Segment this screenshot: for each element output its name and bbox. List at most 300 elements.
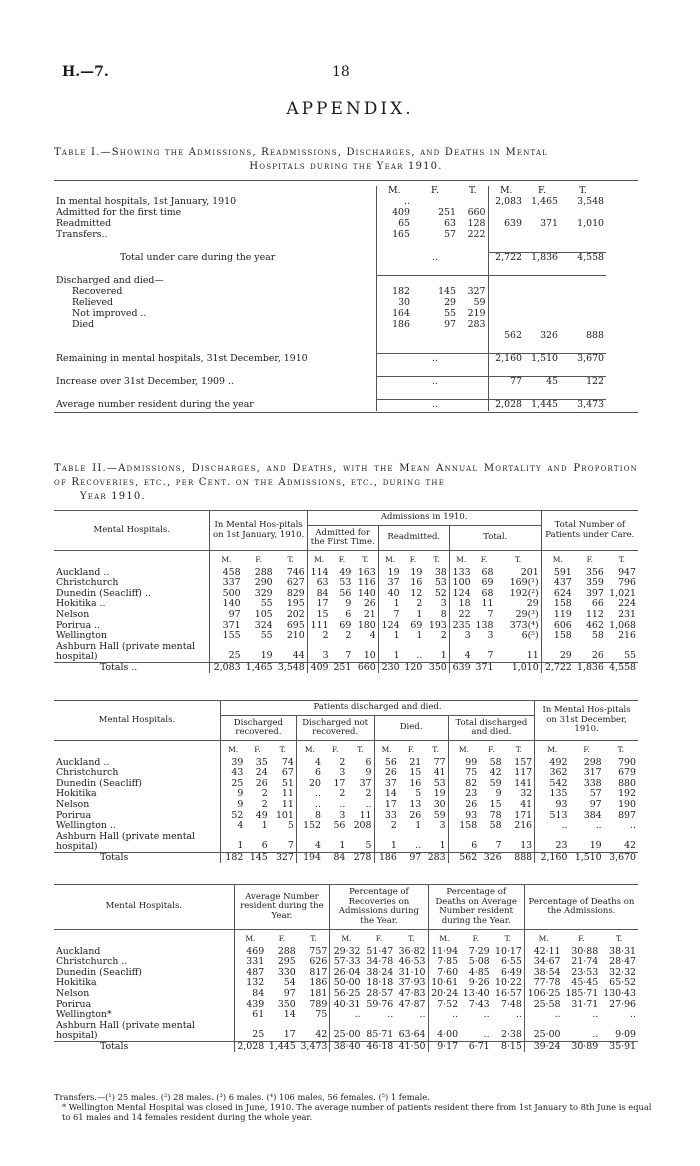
cell: 1 xyxy=(237,840,244,852)
row-label: Wellington xyxy=(54,631,210,642)
row-label: Christchurch .. xyxy=(54,957,234,968)
cell: 141 xyxy=(504,779,535,790)
cell: 192(²) xyxy=(495,589,541,600)
row-label: Hokitika xyxy=(54,978,234,989)
cell: 84 xyxy=(252,987,265,999)
t2b-head-recovered: Discharged recovered. xyxy=(220,716,296,741)
t2a-mft-row xyxy=(54,551,638,568)
t2b-head-discharged-died: Patients discharged and died. xyxy=(220,701,534,716)
cell: 58 xyxy=(591,630,604,642)
t2b-body xyxy=(54,758,638,864)
cell: 23·53 xyxy=(571,966,599,978)
row-label: Hokitika .. xyxy=(54,599,210,610)
cell: 1,510 xyxy=(531,353,558,365)
cell: 47·87 xyxy=(395,1000,428,1011)
cell: 5 xyxy=(270,821,297,832)
t2c-head-pct-recoveries: Percentage of Recoveries on Admissions during the Year. xyxy=(330,885,428,930)
cell: 99 xyxy=(465,756,478,768)
cell: 9 xyxy=(347,768,374,779)
cell: 1 xyxy=(393,630,400,642)
cell: 138 xyxy=(475,619,494,631)
cell: .. xyxy=(315,788,321,800)
t2a-head-first-time: Admitted for the First Time. xyxy=(307,526,378,551)
row-label: Totals xyxy=(54,852,220,863)
cell: 186 xyxy=(298,978,330,989)
cell: 40 xyxy=(387,587,400,599)
table-2b xyxy=(54,700,638,863)
cell: 15 xyxy=(316,608,329,620)
cell: 7·60 xyxy=(437,966,459,978)
row-label: Christchurch xyxy=(54,578,210,589)
row-label: Porirua .. xyxy=(54,621,210,632)
t2c-col-t: T. xyxy=(298,930,330,947)
t2c-col-t: T. xyxy=(395,930,428,947)
t2a-col-t: T. xyxy=(495,551,541,568)
cell: 591 xyxy=(553,566,572,578)
cell: 140 xyxy=(353,589,378,600)
cell: 57·33 xyxy=(333,956,361,968)
cell: 40·31 xyxy=(333,998,361,1010)
cell: 41·50 xyxy=(395,1041,428,1052)
t2c-col-t: T. xyxy=(615,934,623,943)
cell: 85·71 xyxy=(366,1029,394,1041)
cell: 9 xyxy=(237,798,244,810)
cell: 2,028 xyxy=(488,400,524,412)
cell: 25·00 xyxy=(533,1029,561,1041)
cell: 38·40 xyxy=(333,1040,361,1052)
cell: 216 xyxy=(504,821,535,832)
cell: 1 xyxy=(423,832,448,853)
cell: 12 xyxy=(410,587,423,599)
table-row xyxy=(54,219,638,230)
cell: 327 xyxy=(467,286,486,298)
cell: 56 xyxy=(333,820,346,832)
cell: 356 xyxy=(585,566,604,578)
cell: 14 xyxy=(283,1009,296,1021)
row-label: Ashburn Hall (private mental hospital) xyxy=(54,832,220,853)
cell: 25·58 xyxy=(533,998,561,1010)
cell: 42·11 xyxy=(533,945,561,957)
cell: 51 xyxy=(270,779,297,790)
cell: 202 xyxy=(275,610,308,621)
cell: 77·78 xyxy=(533,977,561,989)
cell: 38·54 xyxy=(533,966,561,978)
cell: 8·15 xyxy=(492,1041,525,1052)
cell: 3 xyxy=(464,630,471,642)
cell: 19 xyxy=(260,650,273,662)
cell: 32·32 xyxy=(609,966,636,978)
cell: 235 xyxy=(452,619,471,631)
totals-row xyxy=(54,662,638,673)
cell: 3 xyxy=(487,630,494,642)
cell: 84 xyxy=(333,851,346,863)
cell: 17 xyxy=(283,1029,296,1041)
t2c-head-pct-deaths-avg: Percentage of Deaths on Average Number resident during the Year. xyxy=(428,885,524,930)
cell: 9·09 xyxy=(615,1029,636,1041)
cell: 329 xyxy=(254,587,273,599)
t2b-head-died: Died. xyxy=(374,716,448,741)
cell: 29·32 xyxy=(333,945,361,957)
cell: 3 xyxy=(339,809,346,821)
cell: 10·17 xyxy=(492,947,525,958)
cell: 56 xyxy=(339,587,352,599)
table-2-caption-last: Year 1910. xyxy=(80,491,146,502)
t2b-col-f: F. xyxy=(331,745,339,754)
t2b-head-not-recovered: Discharged not recovered. xyxy=(296,716,374,741)
table-row xyxy=(54,610,638,621)
t2c-col-m: M. xyxy=(538,934,549,943)
cell: 56·25 xyxy=(333,987,361,999)
table-2a xyxy=(54,511,638,673)
cell: 16 xyxy=(410,577,423,589)
cell: 158 xyxy=(459,820,478,832)
cell: 1,010 xyxy=(495,662,541,673)
t2a-col-f: F. xyxy=(338,555,346,564)
cell: 2 xyxy=(390,820,397,832)
cell: 1,445 xyxy=(531,399,558,411)
cell: 679 xyxy=(618,767,636,779)
cell: 33 xyxy=(384,809,397,821)
cell: 3 xyxy=(424,599,449,610)
cell: 624 xyxy=(553,587,572,599)
cell: 55 xyxy=(260,598,273,610)
table-row xyxy=(54,1000,638,1011)
cell: 6·55 xyxy=(492,957,525,968)
cell: 371 xyxy=(540,218,558,230)
table-1-caption-label: Table I. xyxy=(54,147,101,158)
cell: 49 xyxy=(255,809,268,821)
cell: 817 xyxy=(298,968,330,979)
cell: 2 xyxy=(424,631,449,642)
t2b-col-t: T. xyxy=(617,745,624,754)
table-row xyxy=(54,800,638,811)
cell: 114 xyxy=(310,566,329,578)
cell: 31·10 xyxy=(395,968,428,979)
cell: 59 xyxy=(423,811,448,822)
cell: 58 xyxy=(489,756,502,768)
cell: 35·91 xyxy=(609,1040,636,1052)
cell: 7 xyxy=(487,608,494,620)
t2a-head-admissions: Admissions in 1910. xyxy=(307,511,541,526)
cell: 130·43 xyxy=(603,987,636,999)
cell: 373(⁴) xyxy=(495,621,541,632)
cell: 409 xyxy=(376,208,412,219)
cell: 4 xyxy=(315,756,321,768)
cell: .. xyxy=(416,650,423,662)
cell: 10 xyxy=(353,642,378,663)
cell: 140 xyxy=(222,598,241,610)
table-row xyxy=(54,320,638,331)
cell: 69 xyxy=(339,619,352,631)
cell: 2·38 xyxy=(492,1021,525,1042)
cell: 171 xyxy=(504,811,535,822)
t2b-col-m: M. xyxy=(547,745,558,754)
cell: 1,465 xyxy=(245,661,273,673)
cell: .. xyxy=(561,820,568,832)
t2c-col-f: F. xyxy=(578,934,585,943)
cell: 190 xyxy=(618,798,636,810)
table-row xyxy=(54,789,638,800)
cell: 350 xyxy=(277,998,296,1010)
row-label: Porirua xyxy=(54,811,220,822)
cell: .. xyxy=(315,798,321,810)
t2b-col-m: M. xyxy=(458,745,469,754)
t2b-mft-row xyxy=(54,741,638,758)
cell: 55 xyxy=(444,308,456,320)
cell: 8 xyxy=(424,610,449,621)
cell: 283 xyxy=(423,852,448,863)
cell: .. xyxy=(630,820,636,832)
cell: 37·93 xyxy=(395,978,428,989)
cell: 124 xyxy=(452,587,471,599)
cell: 11·94 xyxy=(431,945,459,957)
cell: 41 xyxy=(504,800,535,811)
t2b-col-t: T. xyxy=(270,741,297,758)
cell: 28·57 xyxy=(366,987,394,999)
cell: 9·17 xyxy=(437,1040,459,1052)
t2c-col-f: F. xyxy=(375,934,383,943)
cell: 53 xyxy=(423,779,448,790)
cell: 21·74 xyxy=(571,956,599,968)
t1-col-m: M. xyxy=(376,186,412,197)
cell: 53 xyxy=(424,578,449,589)
table-row: In mental hospitals, 1st January, 1910 .. 2,083 1,465 3,548 xyxy=(56,196,604,208)
cell: 384 xyxy=(583,809,602,821)
table-row xyxy=(54,377,638,389)
t2b-head-total-dd: Total discharged and died. xyxy=(448,716,535,741)
cell: 30 xyxy=(376,298,412,309)
t2b-col-m: M. xyxy=(304,745,315,754)
cell: 19 xyxy=(589,840,602,852)
row-label: Hokitika xyxy=(54,789,220,800)
t2b-col-f: F. xyxy=(407,745,415,754)
cell: 6(⁵) xyxy=(495,631,541,642)
cell: 11 xyxy=(347,811,374,822)
cell: 1,021 xyxy=(609,587,636,599)
cell: 362 xyxy=(549,767,568,779)
t1-col-t-right: T. xyxy=(579,185,587,197)
cell: 51·47 xyxy=(366,945,394,957)
cell: .. xyxy=(630,1009,636,1021)
cell: 897 xyxy=(618,809,636,821)
cell: 15 xyxy=(409,767,422,779)
cell: .. xyxy=(492,1010,525,1021)
cell: .. xyxy=(432,376,438,388)
cell: 288 xyxy=(277,945,296,957)
cell: .. xyxy=(395,1010,428,1021)
page-number: 18 xyxy=(332,64,350,80)
row-label: Total under care during the year xyxy=(120,252,276,264)
cell: .. xyxy=(347,800,374,811)
cell: 119 xyxy=(553,608,572,620)
cell: 28·47 xyxy=(609,956,636,968)
cell: 1,836 xyxy=(531,252,558,264)
cell: 2 xyxy=(339,756,346,768)
cell: 97 xyxy=(228,608,241,620)
cell: 101 xyxy=(270,811,297,822)
row-label: Average number resident during the year xyxy=(56,399,254,411)
t2a-head-total: Total. xyxy=(449,526,541,551)
table-row xyxy=(54,811,638,822)
cell: 84 xyxy=(316,587,329,599)
cell: 15 xyxy=(489,798,502,810)
row-label: Nelson xyxy=(54,610,210,621)
row-label: Relieved xyxy=(72,297,113,309)
cell: 1,068 xyxy=(609,619,636,631)
cell: 58 xyxy=(489,820,502,832)
cell: 19 xyxy=(423,789,448,800)
cell: 182 xyxy=(376,287,412,298)
cell: 38·24 xyxy=(366,966,394,978)
cell: 185·71 xyxy=(565,987,599,999)
cell: 4 xyxy=(353,631,378,642)
cell: 128 xyxy=(467,218,486,230)
cell: 163 xyxy=(353,568,378,579)
cell: 1 xyxy=(339,840,346,852)
cell: 627 xyxy=(275,578,308,589)
t1-col-m-right: M. xyxy=(488,186,524,197)
t2c-col-f: F. xyxy=(278,934,286,943)
cell: 10·61 xyxy=(431,977,459,989)
totals-row xyxy=(54,1041,638,1052)
cell: 97 xyxy=(283,987,296,999)
cell: 19 xyxy=(410,566,423,578)
cell: 52 xyxy=(231,809,244,821)
cell: 55 xyxy=(624,650,636,662)
cell: 327 xyxy=(270,852,297,863)
cell: 7·48 xyxy=(492,1000,525,1011)
cell: 6 xyxy=(345,608,352,620)
cell: .. xyxy=(415,840,422,852)
cell: 639 xyxy=(488,219,524,230)
table-row xyxy=(54,1021,638,1042)
cell: 3,670 xyxy=(609,851,636,863)
cell: 326 xyxy=(540,330,558,342)
table-2-caption-text: —Admissions, Discharges, and Deaths, with the Mean Annual Mortality and Proportion of Recoveries, etc., per Cent. on the Admissions, etc., during the xyxy=(54,463,638,488)
row-label: Nelson xyxy=(54,800,220,811)
cell: 3 xyxy=(322,650,329,662)
cell: 13 xyxy=(504,832,535,853)
cell: 3,473 xyxy=(298,1041,330,1052)
cell: 66 xyxy=(591,598,604,610)
row-label: Readmitted xyxy=(56,218,112,230)
cell: 789 xyxy=(298,1000,330,1011)
cell: 164 xyxy=(376,309,412,320)
t2b-head-in-hospitals: In Mental Hos-pitals on 31st December, 1910. xyxy=(542,705,631,735)
cell: 30·89 xyxy=(571,1040,599,1052)
table-row xyxy=(54,642,638,663)
cell: 2 xyxy=(261,798,268,810)
cell: 3 xyxy=(339,767,346,779)
cell: 82 xyxy=(465,777,478,789)
cell: 20·24 xyxy=(431,987,459,999)
row-label: Porirua xyxy=(54,1000,234,1011)
cell: 105 xyxy=(254,608,273,620)
cell: 222 xyxy=(467,229,486,241)
page-title: APPENDIX. xyxy=(286,99,414,119)
cell: 46·18 xyxy=(366,1040,394,1052)
cell: .. xyxy=(554,1009,561,1021)
cell: 25 xyxy=(252,1029,265,1041)
cell: 53 xyxy=(339,577,352,589)
cell: .. xyxy=(595,820,602,832)
row-label: Dunedin (Seacliff) .. xyxy=(54,589,210,600)
cell: 337 xyxy=(222,577,241,589)
t2a-col-t: T. xyxy=(424,551,449,568)
row-label: Died xyxy=(72,319,95,331)
cell: 37 xyxy=(384,777,397,789)
cell: 111 xyxy=(310,619,329,631)
cell: 4 xyxy=(464,650,471,662)
cell: 324 xyxy=(254,619,273,631)
cell: 542 xyxy=(549,777,568,789)
cell: 55 xyxy=(260,630,273,642)
table-row xyxy=(54,400,638,412)
row-label: Totals .. xyxy=(54,662,210,673)
cell: 30 xyxy=(423,800,448,811)
t1-col-f-right: F. xyxy=(537,185,547,197)
t2a-col-f: F. xyxy=(586,555,594,564)
cell: 1,836 xyxy=(577,661,604,673)
cell: 132 xyxy=(246,977,265,989)
cell: 74 xyxy=(270,758,297,769)
cell: 35 xyxy=(255,756,268,768)
t2c-head-hospitals: Mental Hospitals. xyxy=(54,885,234,930)
t2b-col-f: F. xyxy=(254,745,261,754)
cell: 639 xyxy=(452,661,471,673)
cell: 10·22 xyxy=(492,978,525,989)
cell: 169(¹) xyxy=(495,578,541,589)
t2b-col-t: T. xyxy=(347,741,374,758)
cell: 295 xyxy=(277,956,296,968)
cell: 180 xyxy=(353,621,378,632)
t2c-head-average: Average Number resident during the Year. xyxy=(234,885,330,930)
cell: 2,160 xyxy=(540,851,568,863)
cell: 4·00 xyxy=(437,1029,459,1041)
cell: 135 xyxy=(549,788,568,800)
cell: 13·40 xyxy=(462,987,490,999)
cell: 1 xyxy=(390,840,397,852)
row-label: Transfers.. xyxy=(56,229,108,241)
cell: 158 xyxy=(553,630,572,642)
cell: 181 xyxy=(298,989,330,1000)
cell: 31·71 xyxy=(571,998,599,1010)
cell: 330 xyxy=(277,966,296,978)
cell: .. xyxy=(592,1009,599,1021)
table-1-caption-text: —Showing the Admissions, Readmissions, Discharges, and Deaths in Mental xyxy=(100,147,549,158)
cell: 69 xyxy=(410,619,423,631)
cell: 201 xyxy=(495,568,541,579)
cell: 38·31 xyxy=(609,945,636,957)
cell: 11 xyxy=(481,598,494,610)
cell: 790 xyxy=(618,756,636,768)
t2a-head-readmitted: Readmitted. xyxy=(378,526,449,551)
cell: 7 xyxy=(345,650,352,662)
cell: 288 xyxy=(254,566,273,578)
cell: 26 xyxy=(591,650,604,662)
cell: 2 xyxy=(345,630,352,642)
cell: 65 xyxy=(376,219,412,230)
cell: 1,010 xyxy=(577,218,604,230)
t2a-col-m: M. xyxy=(221,555,232,564)
cell: 283 xyxy=(467,319,486,331)
cell: 117 xyxy=(504,768,535,779)
t2b-col-f: F. xyxy=(488,745,495,754)
cell: 2,083 xyxy=(488,197,524,208)
cell: 17 xyxy=(316,598,329,610)
cell: 3,548 xyxy=(577,196,604,208)
row-label: Dunedin (Seacliff) xyxy=(54,968,234,979)
